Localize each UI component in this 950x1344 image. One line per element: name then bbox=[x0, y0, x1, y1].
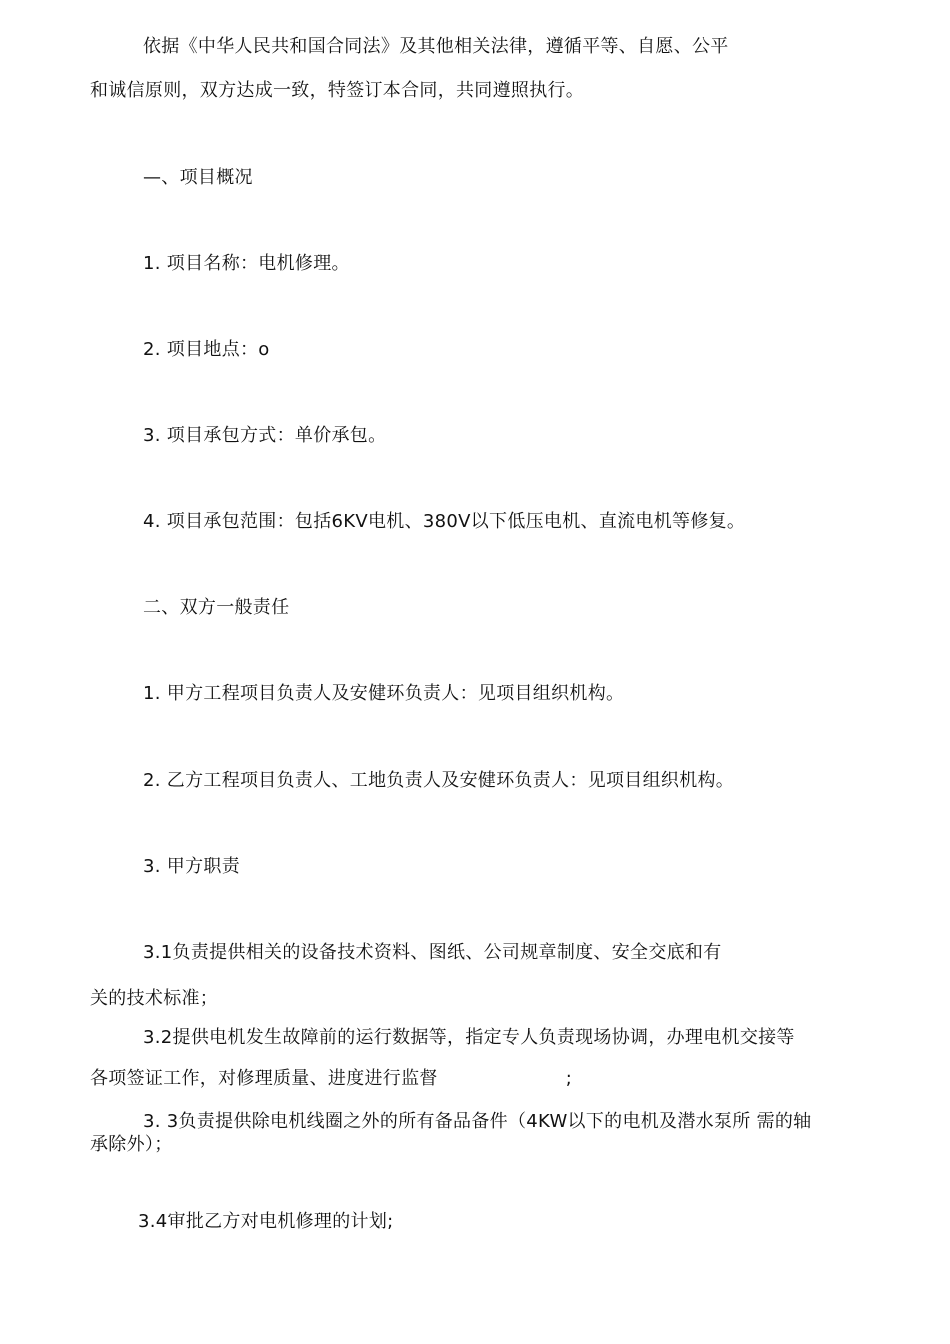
section-1-heading: —、项目概况 bbox=[143, 167, 253, 188]
project-name-item: 1. 项目名称：电机修理。 bbox=[143, 253, 350, 274]
clause-3-3-line-1: 3. 3负责提供除电机线圈之外的所有备品备件（4KW以下的电机及潜水泵所 需的轴 bbox=[143, 1111, 812, 1132]
clause-3-2-line-2 bbox=[90, 1068, 572, 1090]
clause-3-2-line-2-text: 各项签证工作，对修理质量、进度进行监督 bbox=[90, 1068, 438, 1089]
preamble-line-1: 依据《中华人民共和国合同法》及其他相关法律，遵循平等、自愿、公平 bbox=[143, 36, 729, 57]
preamble-line-2: 和诚信原则，双方达成一致，特签订本合同，共同遵照执行。 bbox=[90, 80, 585, 101]
clause-3-2-semicolon: ; bbox=[565, 1068, 573, 1089]
clause-3-3-line-2: 承除外）； bbox=[90, 1134, 173, 1155]
contract-scope-item: 4. 项目承包范围：包括6KV电机、380V以下低压电机、直流电机等修复。 bbox=[143, 511, 746, 532]
party-a-duties-heading: 3. 甲方职责 bbox=[143, 856, 240, 877]
clause-3-1-line-1: 3.1负责提供相关的设备技术资料、图纸、公司规章制度、安全交底和有 bbox=[143, 942, 722, 963]
project-location-item: 2. 项目地点：o bbox=[143, 339, 270, 360]
clause-3-1-line-2: 关的技术标准； bbox=[90, 988, 219, 1009]
clause-3-2-line-1: 3.2提供电机发生故障前的运行数据等，指定专人负责现场协调，办理电机交接等 bbox=[143, 1027, 795, 1048]
section-2-heading: 二、双方一般责任 bbox=[143, 597, 290, 618]
contract-method-item: 3. 项目承包方式：单价承包。 bbox=[143, 425, 387, 446]
party-b-responsible-item: 2. 乙方工程项目负责人、工地负责人及安健环负责人：见项目组织机构。 bbox=[143, 770, 735, 791]
party-a-responsible-item: 1. 甲方工程项目负责人及安健环负责人：见项目组织机构。 bbox=[143, 683, 625, 704]
clause-3-4: 3.4审批乙方对电机修理的计划; bbox=[138, 1211, 394, 1232]
